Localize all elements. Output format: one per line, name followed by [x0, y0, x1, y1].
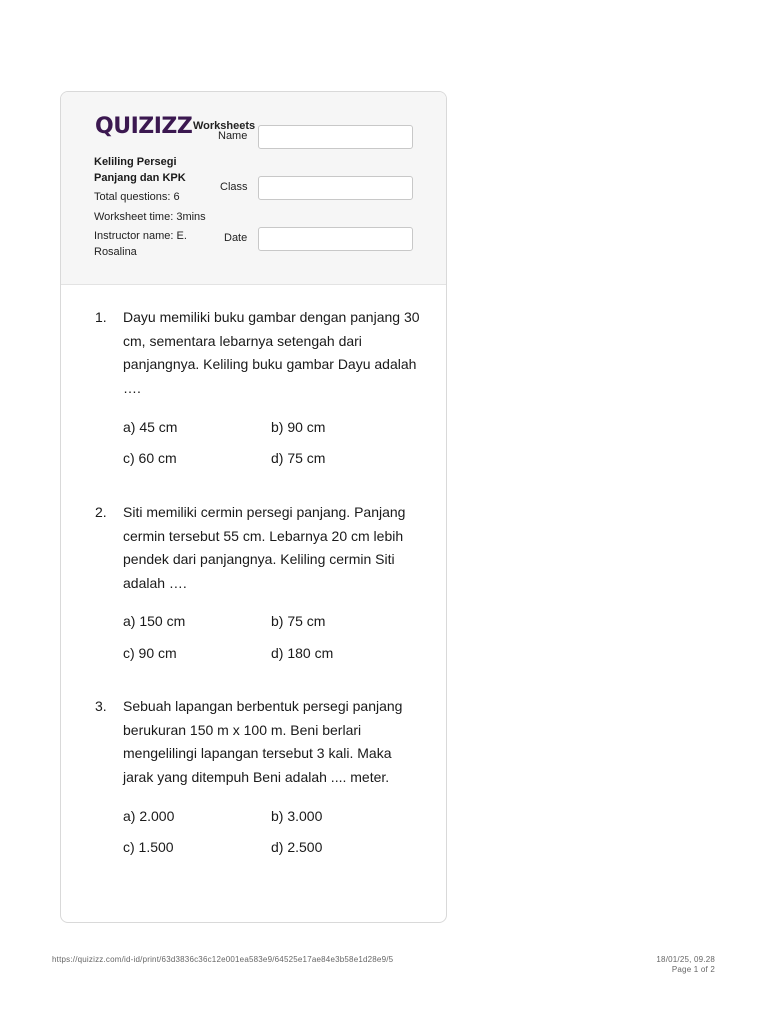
- question-text: Dayu memiliki buku gambar dengan panjang 30 cm, sementara lebarnya setengah dari panjangnya. Keliling buku gambar Dayu adalah ….: [123, 309, 420, 396]
- option-b[interactable]: b) 75 cm: [271, 613, 326, 629]
- option-a[interactable]: a) 45 cm: [123, 419, 178, 435]
- question-text: Sebuah lapangan berbentuk persegi panjang berukuran 150 m x 100 m. Beni berlari mengelilingi lapangan tersebut 3 kali. Maka jarak yang ditempuh Beni adalah .... meter.: [123, 698, 403, 785]
- quizizz-logo: [95, 114, 192, 140]
- question-text: Siti memiliki cermin persegi panjang. Panjang cermin tersebut 55 cm. Lebarnya 20 cm lebih pendek dari panjangnya. Keliling cermin Siti adalah ….: [123, 504, 406, 591]
- print-url: https://quizizz.com/id-id/print/63d3836c36c12e001ea583e9/64525e17ae84e3b58e1d28e9/5: [52, 955, 394, 964]
- option-d[interactable]: d) 75 cm: [271, 450, 326, 466]
- question-number: 3.: [95, 698, 107, 714]
- option-c[interactable]: c) 1.500: [123, 839, 174, 855]
- worksheet-time: Worksheet time: 3mins: [94, 211, 206, 223]
- option-b[interactable]: b) 90 cm: [271, 419, 326, 435]
- option-b[interactable]: b) 3.000: [271, 808, 323, 824]
- print-footer-info: [656, 955, 715, 975]
- option-a[interactable]: a) 2.000: [123, 808, 175, 824]
- question-number: 2.: [95, 504, 107, 520]
- worksheets-label: Worksheets: [193, 120, 256, 132]
- name-field[interactable]: [258, 125, 413, 149]
- print-timestamp: 18/01/25, 09.28: [656, 955, 715, 964]
- option-c[interactable]: c) 90 cm: [123, 645, 177, 661]
- date-label: Date: [224, 232, 248, 244]
- worksheet-header: [61, 92, 446, 285]
- date-field[interactable]: [258, 227, 413, 251]
- worksheet-title: Keliling Persegi Panjang dan KPK: [94, 156, 186, 184]
- question-number: 1.: [95, 309, 107, 325]
- worksheet-card: [60, 91, 447, 923]
- page-number: Page 1 of 2: [671, 965, 715, 974]
- option-d[interactable]: d) 2.500: [271, 839, 323, 855]
- option-c[interactable]: c) 60 cm: [123, 450, 177, 466]
- name-label: Name: [218, 130, 248, 142]
- instructor-name: Instructor name: E. Rosalina: [94, 230, 187, 258]
- option-a[interactable]: a) 150 cm: [123, 613, 186, 629]
- total-questions: Total questions: 6: [94, 191, 180, 203]
- logo-text: QUIZIZZ: [95, 114, 193, 139]
- class-field[interactable]: [258, 176, 413, 200]
- class-label: Class: [220, 181, 248, 193]
- option-d[interactable]: d) 180 cm: [271, 645, 334, 661]
